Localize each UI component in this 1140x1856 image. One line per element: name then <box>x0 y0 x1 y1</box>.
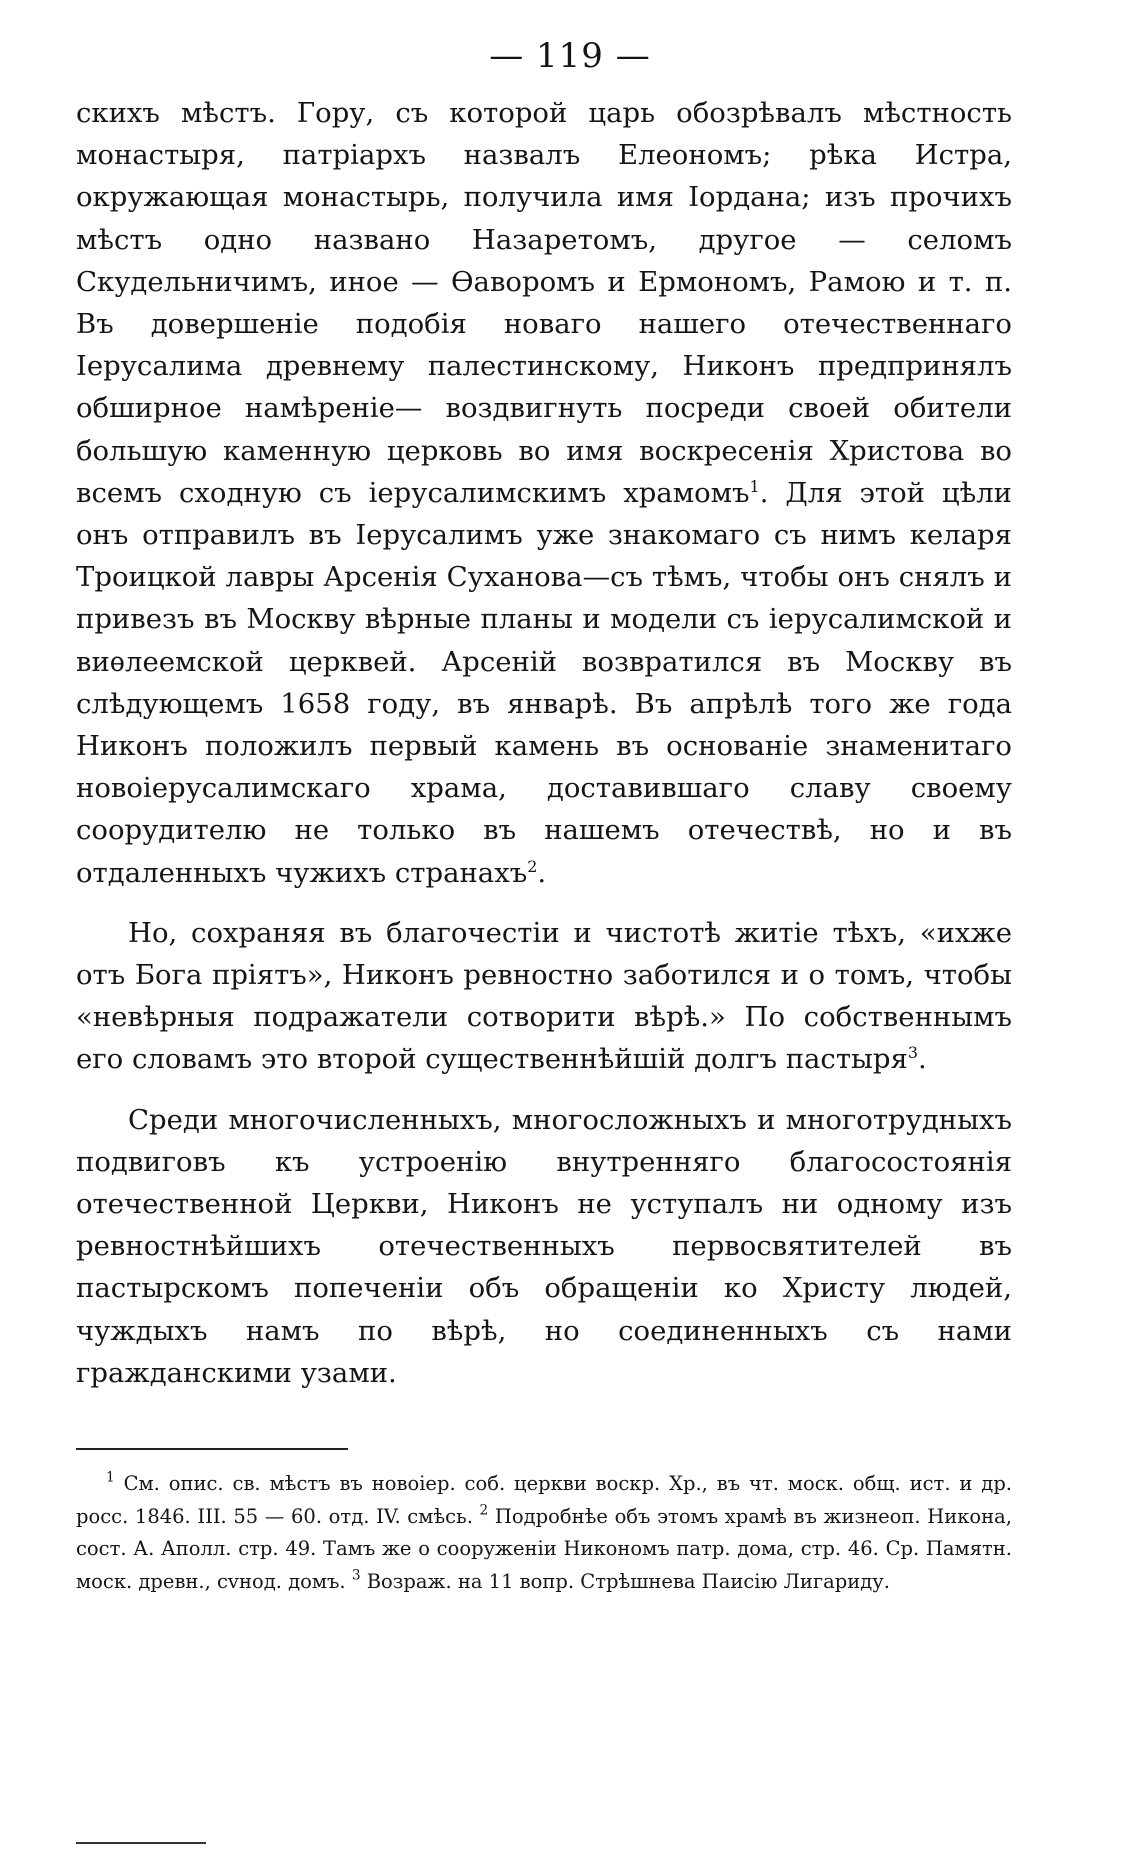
page-number: — 119 — <box>489 36 651 76</box>
footnote-mark-3: 3 <box>351 1567 361 1584</box>
paragraph-3: Среди многочисленныхъ, многосложныхъ и многотрудныхъ подвиговъ къ устроенію внутренняго благосостоянія отечественной Церкви, Никонъ не уступалъ ни одному изъ ревностнѣйшихъ отечественныхъ первосвятителей въ пастырскомъ попеченіи объ обращеніи ко Христу людей, чуждыхъ намъ по вѣрѣ, но соединенныхъ съ нами гражданскими узами. <box>76 1103 1012 1389</box>
paragraph-1 <box>76 92 1012 894</box>
paragraph-2-end: . <box>918 1043 927 1076</box>
footnote-divider <box>76 1448 348 1450</box>
footnote-mark-1: 1 <box>106 1469 115 1486</box>
footnote-2: Подробнѣе объ этомъ храмѣ въ жизнеоп. Никона, сост. А. Аполл. стр. 49. Тамъ же о сооруженіи Никономъ патр. дома, стр. 46. Ср. Памятн. моск. древн., сvнод. домъ. <box>76 1504 1012 1593</box>
footnote-mark-2: 2 <box>479 1502 489 1519</box>
footnote-ref-3: 3 <box>907 1043 919 1063</box>
footnotes <box>76 1468 1012 1598</box>
footnote-1: См. опис. св. мѣстъ въ новоіер. соб. церкви воскр. Хр., въ чт. моск. общ. ист. и др. росс. 1846. III. 55 — 60. отд. IV. смѣсь. <box>76 1472 1012 1528</box>
paragraph-1-end: . <box>537 856 547 889</box>
paragraph-2 <box>76 912 1012 1081</box>
paragraph-2-text: Но, сохраняя въ благочестіи и чистотѣ житіе тѣхъ, «ихже отъ Бога пріятъ», Никонъ ревностно заботился и о томъ, чтобы «невѣрныя подражатели сотворити вѣрѣ.» По собственнымъ его словамъ это второй существеннѣйшій долгъ пастыря <box>76 916 1012 1076</box>
bottom-edge-mark <box>76 1842 206 1844</box>
footnote-3: Возраж. на 11 вопр. Стрѣшнева Паисію Лигариду. <box>360 1569 890 1593</box>
paragraph-1-continuation: . Для этой цѣли онъ отправилъ въ Іерусалимъ уже знакомаго съ нимъ келаря Троицкой лавры Арсенія Суханова—съ тѣмъ, чтобы онъ снялъ и привезъ въ Москву вѣрные планы и модели съ іерусалимской и виѳлеемской церквей. Арсеній возвратился въ Москву въ слѣдующемъ 1658 году, въ январѣ. Въ апрѣлѣ того же года Никонъ положилъ первый камень въ основаніе знаменитаго новоіерусалимскаго храма, доставившаго славу своему соорудителю не только въ нашемъ отечествѣ, но и въ отдаленныхъ чужихъ странахъ <box>76 476 1012 889</box>
footnotes-text <box>76 1468 1012 1598</box>
paragraph-1-text: скихъ мѣстъ. Гору, съ которой царь обозрѣвалъ мѣстность монастыря, патріархъ назвалъ Елеономъ; рѣка Истра, окружающая монастырь, получила имя Іордана; изъ прочихъ мѣстъ одно названо Назаретомъ, другое — селомъ Скудельничимъ, иное — Ѳаворомъ и Ермономъ, Рамою и т. п. Въ довершеніе подобія новаго нашего отечественнаго Іерусалима древнему палестинскому, Никонъ предпринялъ обширное намѣреніе— воздвигнуть посреди своей обители большую каменную церковь во имя воскресенія Христова во всемъ сходную съ іерусалимскимъ храмомъ <box>76 97 1012 509</box>
footnote-ref-2: 2 <box>527 856 538 876</box>
footnote-ref-1: 1 <box>749 476 760 496</box>
main-text <box>76 92 1012 1394</box>
